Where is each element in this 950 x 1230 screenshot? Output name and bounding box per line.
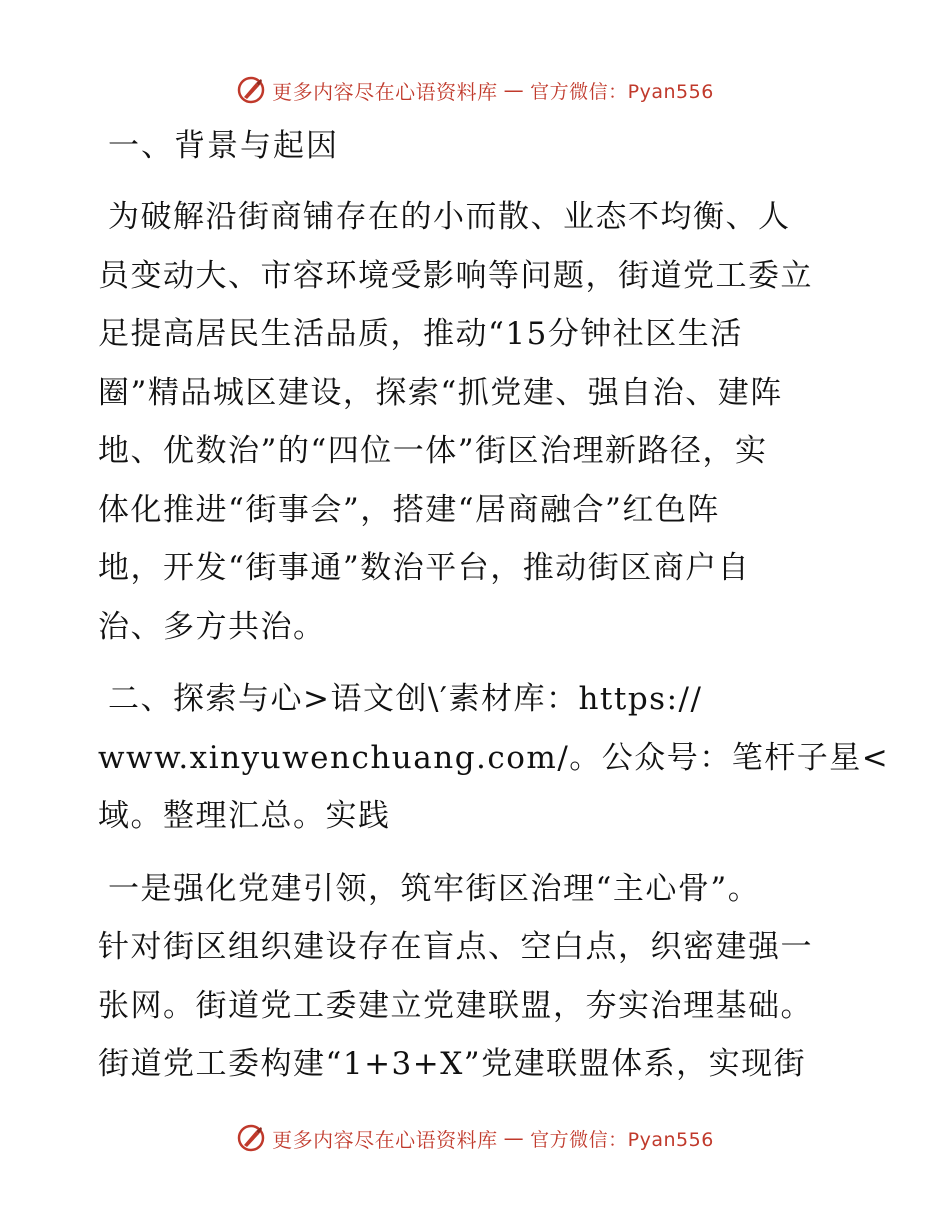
text-line: 体化推进“街事会”，搭建“居商融合”红色阵 [98,491,720,528]
section-heading-background: 一、背景与起因 [108,128,339,164]
text-line: 足提高居民生活品质，推动“15分钟社区生活 [98,316,743,352]
text-line: 为破解沿街商铺存在的小而散、业态不均衡、人 [108,199,791,235]
banner-main-text: 更多内容尽在心语资料库 [272,79,498,104]
text-line: 一是强化党建引领，筑牢街区治理“主心骨”。 [108,870,761,907]
banner-separator: — [503,1126,525,1150]
quill-pen-icon [236,75,266,105]
text-line: 员变动大、市容环境受影响等问题，街道党工委立 [98,257,813,294]
text-line: 二、探索与心>语文创\′素材库：https:// [108,681,703,717]
text-line: 地、优数治”的“四位一体”街区治理新路径，实 [98,433,768,469]
footer-watermark-banner [0,1118,950,1158]
banner-main-text: 更多内容尽在心语资料库 [272,1127,498,1152]
document-body [98,118,890,1108]
text-line: 地，开发“街事通”数治平台，推动街区商户自 [98,550,751,586]
text-line: 治、多方共治。 [98,608,326,645]
text-line: 张网。街道党工委建立党建联盟，夯实治理基础。 [98,987,813,1024]
banner-wechat-text: 官方微信：Pyan556 [530,80,714,103]
paragraph-background [98,188,858,656]
paragraph-party-building [98,860,858,1094]
paragraph-exploration [98,670,890,846]
banner-wechat-text: 官方微信：Pyan556 [530,1128,714,1151]
text-line: 圈”精品城区建设，探索“抓党建、强自治、建阵 [98,374,783,411]
text-line: www.xinyuwenchuang.com/。公众号：笔杆子星< [98,739,890,776]
quill-pen-icon [236,1123,266,1153]
text-line: 针对街区组织建设存在盲点、空白点，织密建强一 [98,929,813,965]
header-watermark-banner [0,70,950,110]
banner-separator: — [503,78,525,102]
text-line: 域。整理汇总。实践 [98,798,391,834]
text-line: 街道党工委构建“1+3+X”党建联盟体系，实现街 [98,1046,807,1082]
